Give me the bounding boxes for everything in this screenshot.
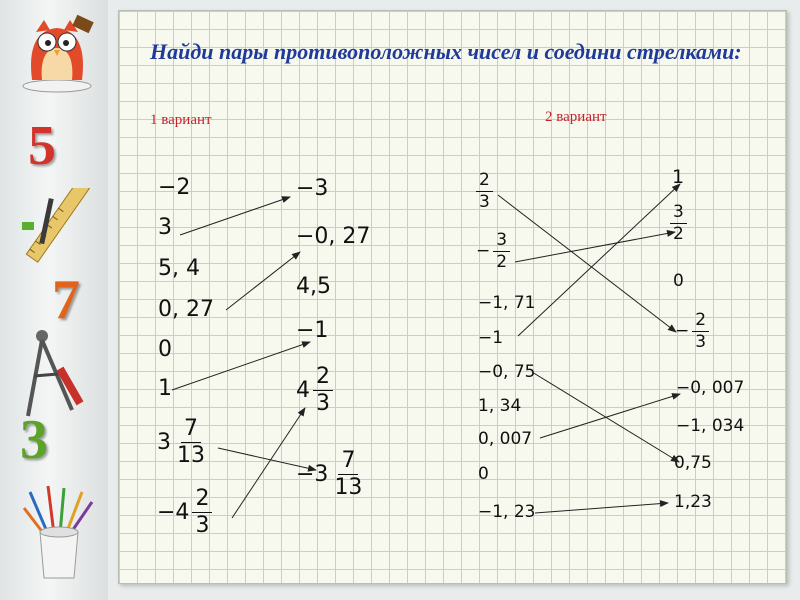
task-title: Найди пары противоположных чисел и соедини стрелками:	[150, 39, 742, 64]
v1-right-item: −1	[296, 318, 329, 343]
v2-left-item: 0, 007	[478, 429, 533, 449]
digit-5: 5	[28, 115, 56, 177]
numerator: 3	[670, 204, 687, 224]
whole-part: 3	[157, 429, 171, 455]
denominator: 13	[334, 475, 363, 500]
v1-right-item: −3	[296, 176, 329, 201]
v2-right-item: 0	[673, 271, 684, 291]
denominator: 3	[195, 513, 210, 538]
v2-right-item: −1, 034	[676, 416, 745, 436]
whole-part: −3	[296, 461, 329, 487]
numerator: 2	[313, 366, 333, 391]
v2-left-item: 1, 34	[478, 396, 522, 416]
v2-right-item: 0,75	[674, 453, 712, 473]
sign: −	[675, 321, 690, 341]
arrow-neg1-to-1	[518, 184, 680, 336]
numerator: 2	[192, 488, 212, 513]
numerator: 2	[476, 172, 493, 192]
whole-part: 4	[296, 377, 310, 403]
v1-left-item: −2	[158, 175, 191, 200]
v2-right-item: 1,23	[674, 492, 712, 512]
v1-left-item: 1	[158, 376, 172, 401]
v2-right-item: −0, 007	[676, 378, 745, 398]
v2-left-item: −1, 23	[478, 502, 536, 522]
denominator: 2	[496, 252, 508, 272]
numerator: 2	[692, 312, 709, 332]
variant-2-label: 2 вариант	[545, 109, 607, 125]
digit-7: 7	[52, 269, 80, 331]
v1-left-item: 3	[158, 215, 172, 240]
denominator: 3	[695, 332, 707, 352]
denominator: 2	[673, 224, 684, 244]
whole-part: −4	[157, 499, 190, 525]
v1-right-item: 4,5	[296, 274, 331, 299]
v2-left-item: −1, 71	[478, 293, 536, 313]
denominator: 3	[479, 192, 490, 212]
v1-right-item: −0, 27	[296, 224, 371, 249]
arrow-neg123-to-123	[535, 503, 668, 513]
v2-left-item: −1	[478, 328, 504, 348]
numerator: 7	[338, 450, 358, 475]
arrow-neg4-2-3-to-pos	[232, 408, 305, 518]
v2-left-item: −0, 75	[478, 362, 536, 382]
v1-left-item: 5, 4	[158, 256, 200, 281]
denominator: 13	[177, 443, 205, 468]
arrow-2-3-to-neg	[498, 195, 676, 332]
v1-left-item: 0	[158, 337, 172, 362]
v1-left-item: 0, 27	[158, 297, 214, 322]
arrow-neg3-2-to-pos	[515, 232, 675, 262]
numerator: 3	[493, 232, 510, 252]
denominator: 3	[316, 391, 330, 416]
v2-left-item: 0	[478, 464, 489, 484]
arrow-0007-to-neg0007	[540, 394, 680, 438]
arrow-3-7-13-to-neg	[218, 448, 316, 470]
v2-right-item: 1	[672, 166, 685, 188]
variant-1-label: 1 вариант	[150, 112, 212, 128]
arrow-1-to-neg1	[172, 342, 310, 390]
digit-3: 3	[20, 409, 48, 471]
arrow-027-to-neg027	[226, 252, 300, 310]
arrow-3-to-neg3	[180, 197, 290, 235]
sign: −	[476, 241, 491, 261]
numerator: 7	[181, 418, 201, 443]
